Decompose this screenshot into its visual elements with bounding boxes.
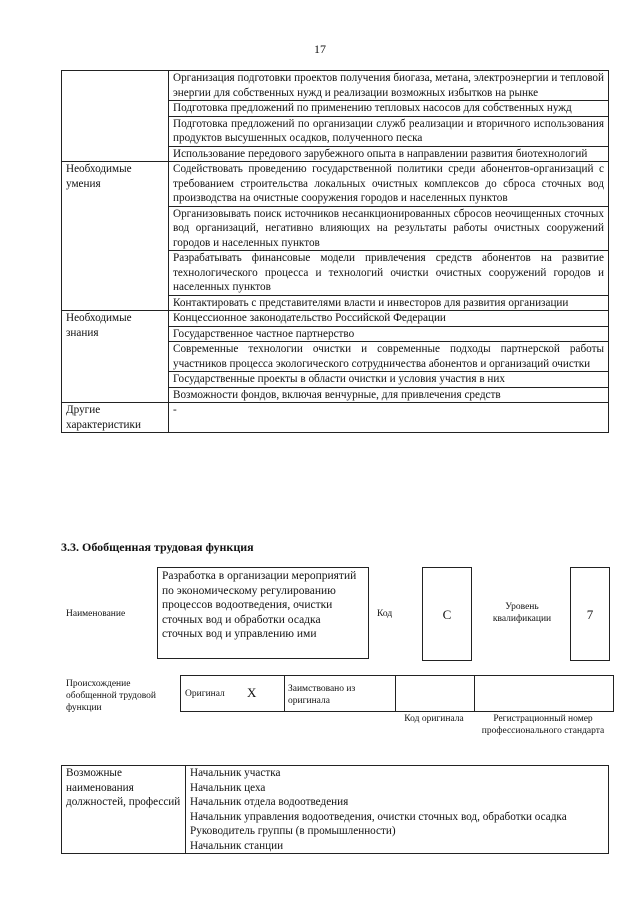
code-box <box>422 567 472 661</box>
function-name-box: Разработка в организации мероприятий по экономическому регулированию процессов водоотведения, очистки сточных вод и обработки осадка сточных вод и управлению ими <box>157 567 369 659</box>
row-label-knowledge: Необходимые знания <box>62 311 169 403</box>
level-label: Уровень квалификации <box>492 602 552 624</box>
origin-box <box>180 675 614 712</box>
row-text: Содействовать проведению государственной политики среди абонентов-организаций с требованием строительства локальных очистных комплексов до сброса сточных вод производства на очистные сооружения городов и населенных пунктов <box>169 162 609 207</box>
section-heading: 3.3. Обобщенная трудовая функция <box>61 540 254 554</box>
row-text: Подготовка предложений по организации служб реализации и вторичного использования продуктов высушенных осадков, полученного песка <box>169 116 609 146</box>
table-row <box>62 766 609 854</box>
table-row <box>62 162 609 207</box>
positions-table <box>61 765 609 854</box>
code-original-caption: Код оригинала <box>404 714 464 724</box>
row-text: Разрабатывать финансовые модели привлечения средств абонентов на развитие технологического процесса и технологий очистки очистных сооружений городов и населенных пунктов <box>169 251 609 296</box>
code-label: Код <box>377 609 393 619</box>
code-value: C <box>442 607 452 622</box>
table-row <box>62 311 609 327</box>
list-item: Начальник цеха <box>190 781 266 794</box>
row-text: Организовывать поиск источников несанкционированных сбросов неочищенных сточных вод организаций, негативно влияющих на результаты работы очистных сооружений городов и населенных пунктов <box>169 206 609 251</box>
origin-label: Происхождение обобщенной трудовой функции <box>66 679 156 713</box>
row-label <box>62 71 169 162</box>
list-item: Начальник участка <box>190 767 281 779</box>
original-label: Оригинал <box>185 689 225 699</box>
row-text: - <box>169 403 609 433</box>
row-text: Современные технологии очистки и современные подходы партнерской работы участников процесса экологического сотрудничества абонентов и организаций очистки <box>169 342 609 372</box>
name-label: Наименование <box>66 609 126 619</box>
level-value: 7 <box>586 607 594 622</box>
row-text: Подготовка предложений по применению тепловых насосов для собственных нужд <box>169 101 609 117</box>
row-text: Использование передового зарубежного опыта в направлении развития биотехнологий <box>169 146 609 162</box>
positions-label: Возможные наименования должностей, профессий <box>62 766 186 854</box>
list-item: Начальник станции <box>190 839 284 852</box>
row-label-other: Другие характеристики <box>62 403 169 433</box>
original-mark: X <box>247 685 257 700</box>
skills-knowledge-table <box>61 70 609 433</box>
table-row <box>62 71 609 101</box>
level-box <box>570 567 610 661</box>
origin-divider <box>474 676 475 711</box>
list-item: Руководитель группы (в промышленности) <box>190 825 396 837</box>
page-number: 17 <box>314 42 326 56</box>
list-item: Начальник отдела водоотведения <box>190 796 349 808</box>
list-item: Начальник управления водоотведения, очистки сточных вод, обработки осадка <box>190 810 567 823</box>
origin-divider <box>395 676 396 711</box>
reg-number-caption: Регистрационный номер профессионального стандарта <box>481 714 605 736</box>
borrowed-label: Заимствовано из оригинала <box>288 684 356 706</box>
row-text: Государственные проекты в области очистки и условия участия в них <box>169 372 609 388</box>
row-text: Государственное частное партнерство <box>169 326 609 342</box>
row-text: Возможности фондов, включая венчурные, для привлечения средств <box>169 387 609 403</box>
row-text: Организация подготовки проектов получения биогаза, метана, электроэнергии и тепловой энергии для собственных нужд и реализации возможных избытков на рынке <box>169 71 609 101</box>
origin-divider <box>284 676 285 711</box>
table-row <box>62 403 609 433</box>
row-label-skills: Необходимые умения <box>62 162 169 311</box>
positions-list <box>186 766 609 854</box>
row-text: Концессионное законодательство Российской Федерации <box>169 311 609 327</box>
row-text: Контактировать с представителями власти и инвесторов для развития организации <box>169 295 609 311</box>
